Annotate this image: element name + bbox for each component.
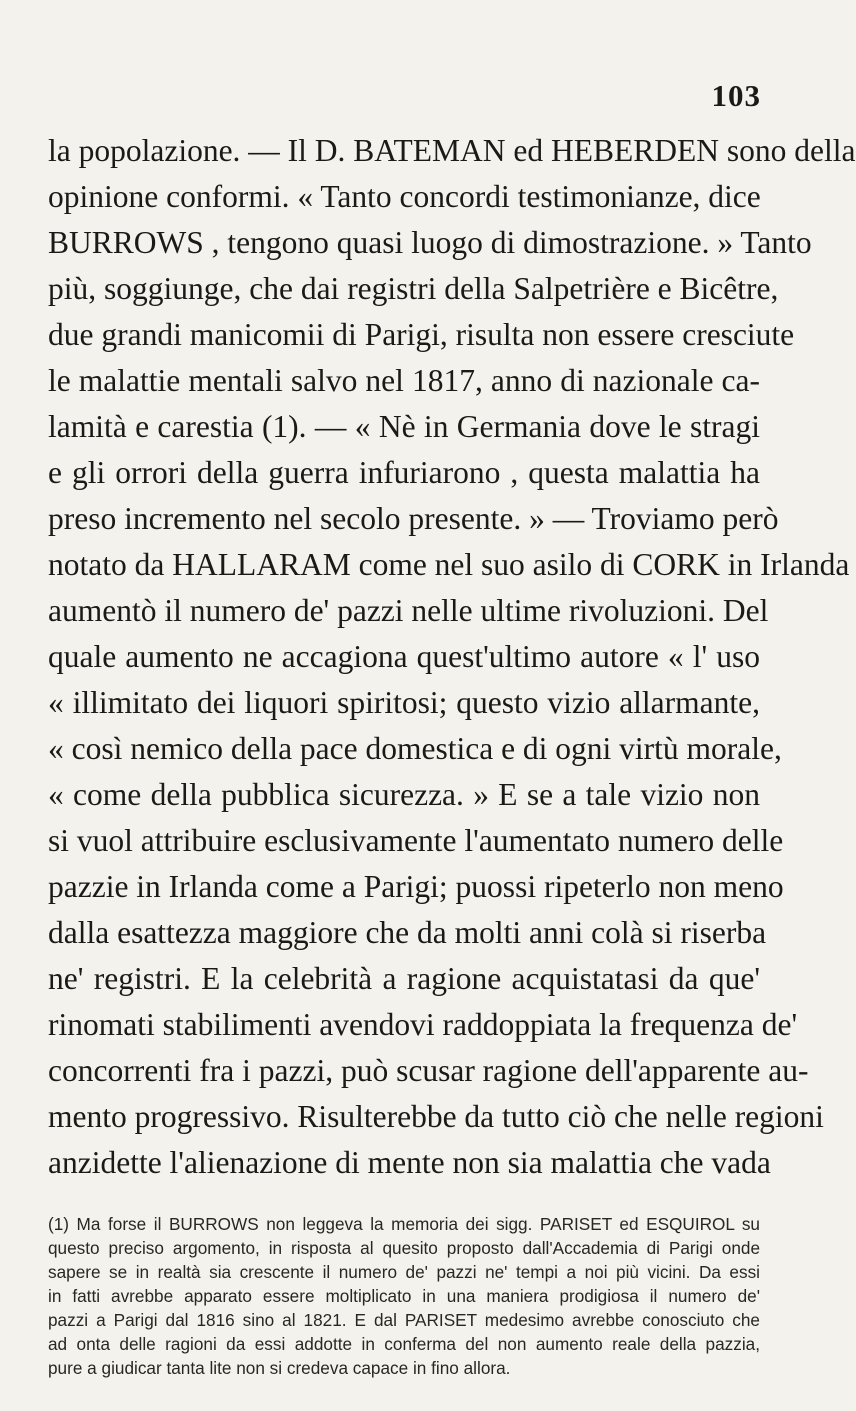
body-line: ne' registri. E la celebrità a ragione acquistatasi da que' bbox=[48, 961, 760, 996]
body-line: le malattie mentali salvo nel 1817, anno di nazionale ca- bbox=[48, 363, 760, 398]
body-line: « illimitato dei liquori spiritosi; questo vizio allarmante, bbox=[48, 685, 760, 720]
body-line: quale aumento ne accagiona quest'ultimo autore « l' uso bbox=[48, 639, 760, 674]
body-line: la popolazione. — Il D. BATEMAN ed HEBERDEN sono della bbox=[48, 133, 856, 168]
body-line: mento progressivo. Risulterebbe da tutto ciò che nelle regioni bbox=[48, 1099, 824, 1134]
body-line: opinione conformi. « Tanto concordi testimonianze, dice bbox=[48, 179, 761, 214]
body-line: preso incremento nel secolo presente. » — Troviamo però bbox=[48, 501, 779, 536]
body-line: e gli orrori della guerra infuriarono , questa malattia ha bbox=[48, 455, 760, 490]
body-line: più, soggiunge, che dai registri della Salpetrière e Bicêtre, bbox=[48, 271, 779, 306]
body-line: BURROWS , tengono quasi luogo di dimostrazione. » Tanto bbox=[48, 225, 812, 260]
body-line: due grandi manicomii di Parigi, risulta non essere cresciute bbox=[48, 317, 795, 352]
body-line: aumentò il numero de' pazzi nelle ultime rivoluzioni. Del bbox=[48, 593, 769, 628]
footnote-line: (1) Ma forse il BURROWS non leggeva la memoria dei sigg. PARISET ed ESQUIROL su bbox=[48, 1214, 760, 1234]
body-line: « come della pubblica sicurezza. » E se a tale vizio non bbox=[48, 777, 760, 812]
footnote-line: sapere se in realtà sia crescente il numero de' pazzi ne' tempi a noi più vicini. Da essi bbox=[48, 1262, 760, 1282]
footnote-line: pure a giudicar tanta lite non si credeva capace in fino allora. bbox=[48, 1358, 511, 1378]
footnote-line: in fatti avrebbe apparato essere moltiplicato in una maniera prodigiosa il numero de' bbox=[48, 1286, 760, 1306]
body-line: dalla esattezza maggiore che da molti anni colà si riserba bbox=[48, 915, 767, 950]
footnote-line: ad onta delle ragioni da essi addotte in conferma del non aumento reale della pazzia, bbox=[48, 1334, 760, 1354]
body-line: « così nemico della pace domestica e di ogni virtù morale, bbox=[48, 731, 782, 766]
footnote-line: questo preciso argomento, in risposta al quesito proposto dall'Accademia di Parigi onde bbox=[48, 1238, 760, 1258]
body-line: lamità e carestia (1). — « Nè in Germania dove le stragi bbox=[48, 409, 760, 444]
body-line: notato da HALLARAM come nel suo asilo di CORK in Irlanda bbox=[48, 547, 850, 582]
body-line: si vuol attribuire esclusivamente l'aumentato numero delle bbox=[48, 823, 784, 858]
body-line: rinomati stabilimenti avendovi raddoppiata la frequenza de' bbox=[48, 1007, 798, 1042]
body-line: pazzie in Irlanda come a Parigi; puossi ripeterlo non meno bbox=[48, 869, 784, 904]
body-line: anzidette l'alienazione di mente non sia malattia che vada bbox=[48, 1145, 771, 1180]
page-number: 103 bbox=[711, 78, 761, 113]
footnote-line: pazzi a Parigi dal 1816 sino al 1821. E dal PARISET medesimo avrebbe conosciuto che bbox=[48, 1310, 760, 1330]
body-line: concorrenti fra i pazzi, può scusar ragione dell'apparente au- bbox=[48, 1053, 809, 1088]
